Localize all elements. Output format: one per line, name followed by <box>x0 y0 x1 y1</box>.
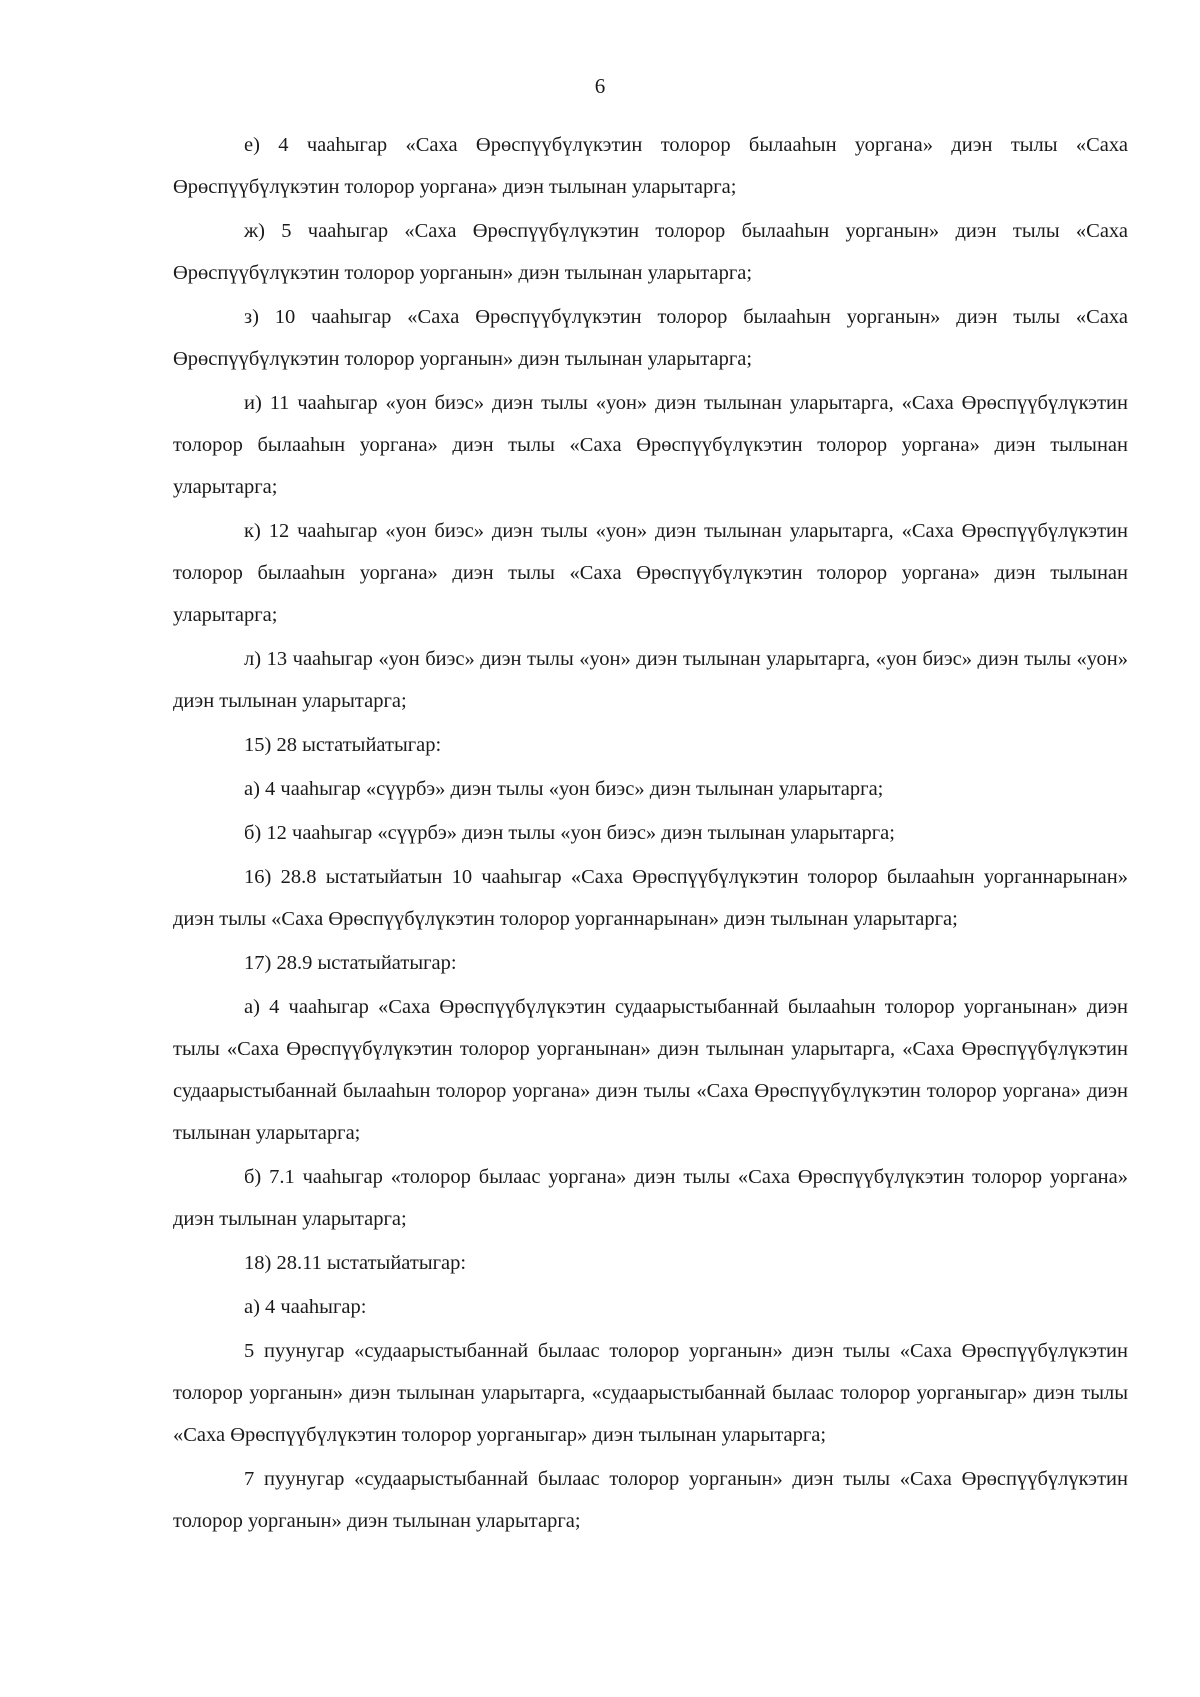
paragraph-15-a: а) 4 чааһыгар «сүүрбэ» диэн тылы «уон биэс» диэн тылынан уларытарга; <box>244 778 884 800</box>
paragraph-item-17: 17) 28.9 ыстатыйатыгар: <box>244 952 457 974</box>
paragraph-15-b: б) 12 чааһыгар «сүүрбэ» диэн тылы «уон биэс» диэн тылынан уларытарга; <box>244 822 895 844</box>
paragraph-k: к) 12 чааһыгар «уон биэс» диэн тылы «уон» диэн тылынан уларытарга, «Саха Өрөспүүбүлүкэтин толорор былааһын уоргана» диэн тылы «Саха Өрөспүүбүлүкэтин толорор уоргана» диэн тылынан уларытарга; <box>173 520 1128 626</box>
paragraph-18-a-7: 7 пуунугар «судаарыстыбаннай былаас толорор уорганын» диэн тылы «Саха Өрөспүүбүлүкэтин толорор уорганын» диэн тылынан уларытарга; <box>173 1468 1128 1532</box>
paragraph-18-a-5: 5 пуунугар «судаарыстыбаннай былаас толорор уорганын» диэн тылы «Саха Өрөспүүбүлүкэтин толорор уорганын» диэн тылынан уларытарга, «судаарыстыбаннай былаас толорор уорганыгар» диэн тылы «Саха Өрөспүүбүлүкэтин толорор уорганыгар» диэн тылынан уларытарга; <box>173 1340 1128 1446</box>
paragraph-item-18: 18) 28.11 ыстатыйатыгар: <box>244 1252 467 1274</box>
paragraph-zh: ж) 5 чааһыгар «Саха Өрөспүүбүлүкэтин толорор былааһын уорганын» диэн тылы «Саха Өрөспүүбүлүкэтин толорор уорганын» диэн тылынан уларытарга; <box>173 220 1128 284</box>
paragraph-17-b: б) 7.1 чааһыгар «толорор былаас уоргана» диэн тылы «Саха Өрөспүүбүлүкэтин толорор уоргана» диэн тылынан уларытарга; <box>173 1166 1128 1230</box>
paragraph-i: и) 11 чааһыгар «уон биэс» диэн тылы «уон» диэн тылынан уларытарга, «Саха Өрөспүүбүлүкэтин толорор былааһын уоргана» диэн тылы «Саха Өрөспүүбүлүкэтин толорор уоргана» диэн тылынан уларытарга; <box>173 392 1128 498</box>
paragraph-18-a: а) 4 чааһыгар: <box>244 1296 367 1318</box>
document-body <box>173 124 1128 1544</box>
paragraph-e: е) 4 чааһыгар «Саха Өрөспүүбүлүкэтин толорор былааһын уоргана» диэн тылы «Саха Өрөспүүбүлүкэтин толорор уоргана» диэн тылынан уларытарга; <box>173 134 1128 198</box>
paragraph-z: з) 10 чааһыгар «Саха Өрөспүүбүлүкэтин толорор былааһын уорганын» диэн тылы «Саха Өрөспүүбүлүкэтин толорор уорганын» диэн тылынан уларытарга; <box>173 306 1128 370</box>
page-number: 6 <box>594 74 606 98</box>
paragraph-item-16: 16) 28.8 ыстатыйатын 10 чааһыгар «Саха Өрөспүүбүлүкэтин толорор былааһын уорганнарынан» диэн тылы «Саха Өрөспүүбүлүкэтин толорор уорганнарынан» диэн тылынан уларытарга; <box>173 866 1128 930</box>
paragraph-17-a: а) 4 чааһыгар «Саха Өрөспүүбүлүкэтин судаарыстыбаннай былааһын толорор уорганынан» диэн тылы «Саха Өрөспүүбүлүкэтин толорор уорганынан» диэн тылынан уларытарга, «Саха Өрөспүүбүлүкэтин судаарыстыбаннай былааһын толорор уоргана» диэн тылы «Саха Өрөспүүбүлүкэтин толорор уоргана» диэн тылынан уларытарга; <box>173 996 1128 1144</box>
paragraph-l: л) 13 чааһыгар «уон биэс» диэн тылы «уон» диэн тылынан уларытарга, «уон биэс» диэн тылы «уон» диэн тылынан уларытарга; <box>173 648 1128 712</box>
paragraph-item-15: 15) 28 ыстатыйатыгар: <box>244 734 442 756</box>
